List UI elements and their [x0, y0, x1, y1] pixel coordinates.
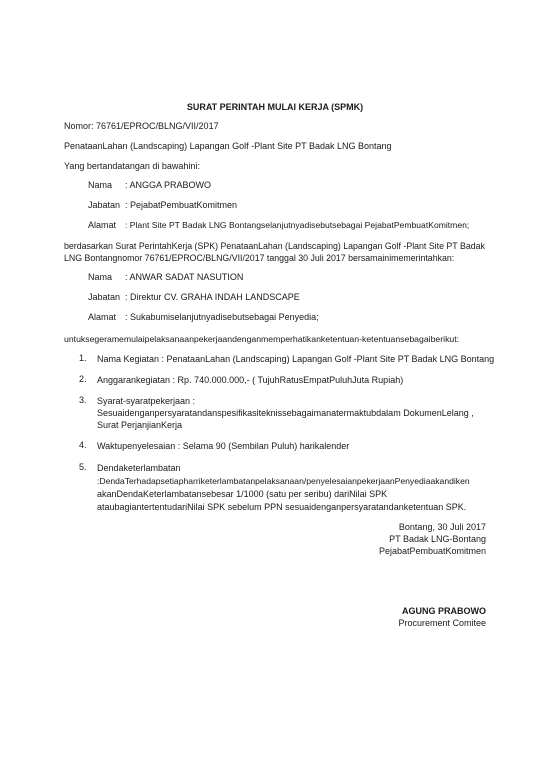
item-3-line-3: Surat PerjanjianKerja	[97, 420, 183, 430]
item-3-line-1: Syarat-syaratpekerjaan :	[97, 396, 196, 406]
signer-name-label: Nama	[88, 180, 113, 190]
document-subject: PenataanLahan (Landscaping) Lapangan Golf -Plant Site PT Badak LNG Bontang	[64, 141, 392, 151]
signer-address-value: : Plant Site PT Badak LNG Bontangselanjutnyadisebutsebagai PejabatPembuatKomitmen;	[125, 220, 470, 230]
item-5-line-3: akanDendaKeterlambatansebesar 1/1000 (satu per seribu) dariNilai SPK	[97, 489, 388, 499]
closing-date: Bontang, 30 Juli 2017	[398, 522, 486, 532]
item-1-line: Nama Kegiatan : PenataanLahan (Landscaping) Lapangan Golf -Plant Site PT Badak LNG Bontang	[97, 354, 495, 364]
signatory-position: Procurement Comitee	[398, 618, 486, 628]
contractor-address-label: Alamat	[88, 312, 117, 322]
intro-text: Yang bertandatangan di bawahini:	[64, 161, 200, 171]
basis-line-2: LNG Bontangnomor 76761/EPROC/BLNG/VII/2017 tanggal 30 Juli 2017 bersamainimemerintahkan:	[64, 253, 455, 263]
signer-position-label: Jabatan	[88, 200, 121, 210]
contractor-name-value: : ANWAR SADAT NASUTION	[125, 272, 244, 282]
contractor-position-label: Jabatan	[88, 292, 121, 302]
item-3-line-2: Sesuaidenganpersyaratandanspesifikasiteknissebagaimanatermaktubdalam DokumenLelang ,	[97, 408, 474, 418]
signer-address-label: Alamat	[88, 220, 117, 230]
instruction-text: untuksegeramemulaipelaksanaanpekerjaandenganmemperhatikanketentuan-ketentuansebagaiberikut:	[64, 334, 460, 344]
closing-role: PejabatPembuatKomitmen	[378, 546, 486, 556]
item-1-number: 1.	[79, 353, 87, 363]
item-2-number: 2.	[79, 374, 87, 384]
contractor-position-value: : Direktur CV. GRAHA INDAH LANDSCAPE	[125, 292, 300, 302]
closing-company: PT Badak LNG-Bontang	[389, 534, 486, 544]
document-number: Nomor: 76761/EPROC/BLNG/VII/2017	[64, 121, 219, 131]
signer-name-value: : ANGGA PRABOWO	[125, 180, 212, 190]
signer-position-value: : PejabatPembuatKomitmen	[125, 200, 238, 210]
signatory-name: AGUNG PRABOWO	[402, 606, 486, 616]
item-2-line: Anggarankegiatan : Rp. 740.000.000,- ( TujuhRatusEmpatPuluhJuta Rupiah)	[97, 375, 404, 385]
item-4-number: 4.	[79, 440, 87, 450]
basis-line-1: berdasarkan Surat PerintahKerja (SPK) PenataanLahan (Landscaping) Lapangan Golf -Plant Site PT Badak	[64, 241, 485, 251]
contractor-address-value: : Sukabumiselanjutnyadisebutsebagai Penyedia;	[125, 312, 319, 322]
item-5-line-2: :DendaTerhadapsetiapharriketerlambatanpelaksanaan/penyelesaianpekerjaanPenyediaakandiken	[97, 476, 470, 486]
item-5-line-4: ataubagiantertentudariNilai SPK sebelum PPN sesuaidenganpersyaratandanketentuan SPK.	[97, 502, 467, 512]
item-3-number: 3.	[79, 395, 87, 405]
item-5-number: 5.	[79, 462, 87, 472]
document-title: SURAT PERINTAH MULAI KERJA (SPMK)	[186, 102, 364, 112]
item-4-line: Waktupenyelesaian : Selama 90 (Sembilan Puluh) harikalender	[97, 441, 350, 451]
item-5-line-1: Dendaketerlambatan	[97, 463, 181, 473]
contractor-name-label: Nama	[88, 272, 113, 282]
